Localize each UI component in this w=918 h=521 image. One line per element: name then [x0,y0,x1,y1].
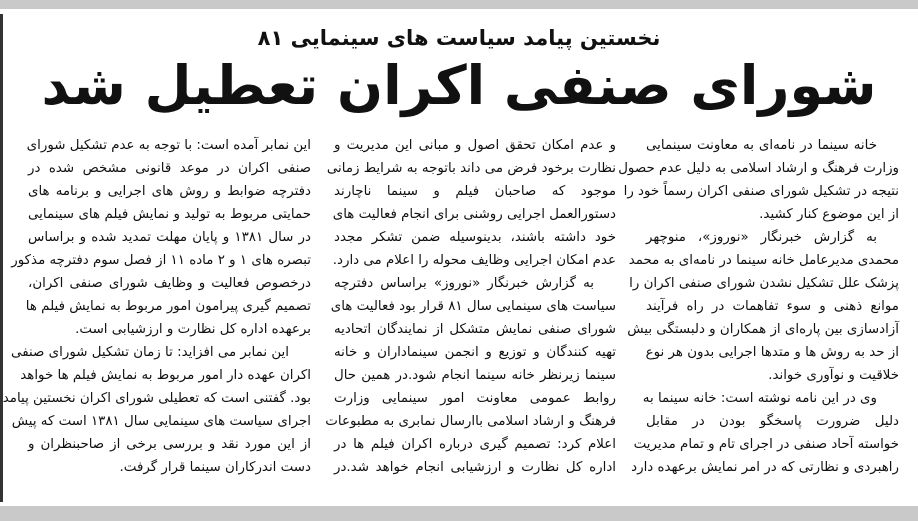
text-line: وی در این نامه نوشته است: خانه سینما به [642,391,877,406]
text-line: سیاست های سینمایی سال ۸۱ قرار بود فعالیت های [330,299,616,314]
text-line: دست اندرکاران سینما قرار گرفت. [119,460,311,475]
text-line: درخصوص فعالیت و وظایف شورای صنفی اکران، [28,276,311,291]
text-line: و عدم امکان تحقق اصول و مبانی این مدیریت و [334,138,616,153]
paragraph [326,134,616,272]
text-line: نتیجه در تشکیل شورای صنفی اکران رسماً خود را [623,184,899,199]
text-line: فرهنگ و ارشاد اسلامی باارسال نمابری به مطبوعات [325,414,616,429]
article-column-left [2,134,311,479]
text-line: حمایتی مربوط به تولید و نمایش فیلم های سینمایی [28,207,311,222]
top-gray-band [0,0,918,9]
paragraph [11,134,311,341]
text-line: وزارت فرهنگ و ارشاد اسلامی به دلیل عدم حصول [618,161,899,176]
text-line: اعلام کرد: تصمیم گیری درباره اکران فیلم ها در [334,437,616,452]
text-line: دستورالعمل اجرایی روشنی برای انجام فعالیت های [332,207,616,222]
text-line: خلاقیت و نوآوری خواند. [768,368,899,383]
text-line: صنفی اکران در موعد قانونی مشخص شده در [28,161,311,176]
text-line: تهیه کنندگان و توزیع و انجمن سینماداران و خانه [334,345,616,360]
text-line: روابط عمومی معاونت امور سینمایی وزارت [334,391,616,406]
paragraph [325,272,616,479]
paragraph [618,134,899,226]
text-line: عدم امکان اجرایی وظایف محوله را اعلام می دارد. [332,253,616,268]
bottom-gray-band [0,506,918,521]
text-line: موجود که صاحبان فیلم و سینما ناچارند [334,184,616,199]
paragraph [627,226,899,387]
text-line: محمدی مدیرعامل خانه سینما در نامه‌ای به محمد [628,253,899,268]
article-headline: شورای صنفی اکران تعطیل شد [41,54,877,117]
text-line: این نمابر می افزاید: تا زمان تشکیل شورای صنفی [11,345,289,360]
text-line: موانع ذهنی و سوء تفاهمات در راه فرآیند [646,299,899,314]
text-line: سینما زیرنظر خانه سینما انجام شود.در همین حال [334,368,616,383]
paragraph [2,341,311,479]
text-line: نظارت برخود فرض می داند باتوجه به شرایط زمانی [326,161,616,176]
text-line: بود. گفتنی است که تعطیلی شورای اکران نخستین پیامد [2,391,311,406]
text-line: برعهده اداره کل نظارت و ارزشیابی است. [75,322,311,337]
text-line: از این موضوع کنار کشید. [759,207,899,222]
text-line: دفترچه ضوابط و روش های اجرایی و برنامه های [28,184,311,199]
text-line: به گزارش خبرنگار «نوروز» براساس دفترچه [334,276,594,291]
text-line: خود داشته باشند، بدینوسیله ضمن تشکر مجدد [334,230,616,245]
text-line: به گزارش خبرنگار «نوروز»، منوچهر [646,230,877,245]
text-line: اکران عهده دار امور مربوط به نمایش فیلم ها خواهد [20,368,311,383]
text-line: آزادسازی بین پاره‌ای از همکاران و دلبستگی بیش [627,322,899,337]
text-line: اداره کل نظارت و ارزشیابی انجام خواهد شد.در [334,460,616,475]
text-line: دلیل ضرورت پاسخگو بودن در مقابل [646,414,899,429]
text-line: از این مورد نقد و بررسی برخی از صاحبنظران و [28,437,311,452]
text-line: راهبردی و نظارتی که در امر نمایش برعهده دارد [631,460,899,475]
article-column-right [618,134,899,479]
text-line: از حد به روش ها و متدها اجرایی بدون هر نوع [645,345,899,360]
article-kicker: نخستین پیامد سیاست های سینمایی ۸۱ [257,26,661,50]
text-line: اجرای سیاست های سینمایی سال ۱۳۸۱ است که پیش [11,414,311,429]
text-line: تبصره های ۱ و ۲ ماده ۱۱ از فصل سوم دفترچه مذکور [11,253,311,268]
text-line: در سال ۱۳۸۱ و پایان مهلت تمدید شده و براساس [28,230,311,245]
text-line: تصمیم گیری پیرامون امور مربوط به نمایش فیلم ها [25,299,311,314]
paragraph [631,387,899,479]
article-column-middle [325,134,616,479]
text-line: خواسته آحاد صنفی در اجرای تام و تمام مدیریت [633,437,899,452]
text-line: پزشک علل تشکیل نشدن شورای صنفی اکران را [629,276,899,291]
text-line: خانه سینما در نامه‌ای به معاونت سینمایی [646,138,877,153]
text-line: این نمابر آمده است: با توجه به عدم تشکیل شورای [26,138,311,153]
text-line: شورای صنفی نمایش متشکل از نمایندگان اتحادیه [334,322,616,337]
